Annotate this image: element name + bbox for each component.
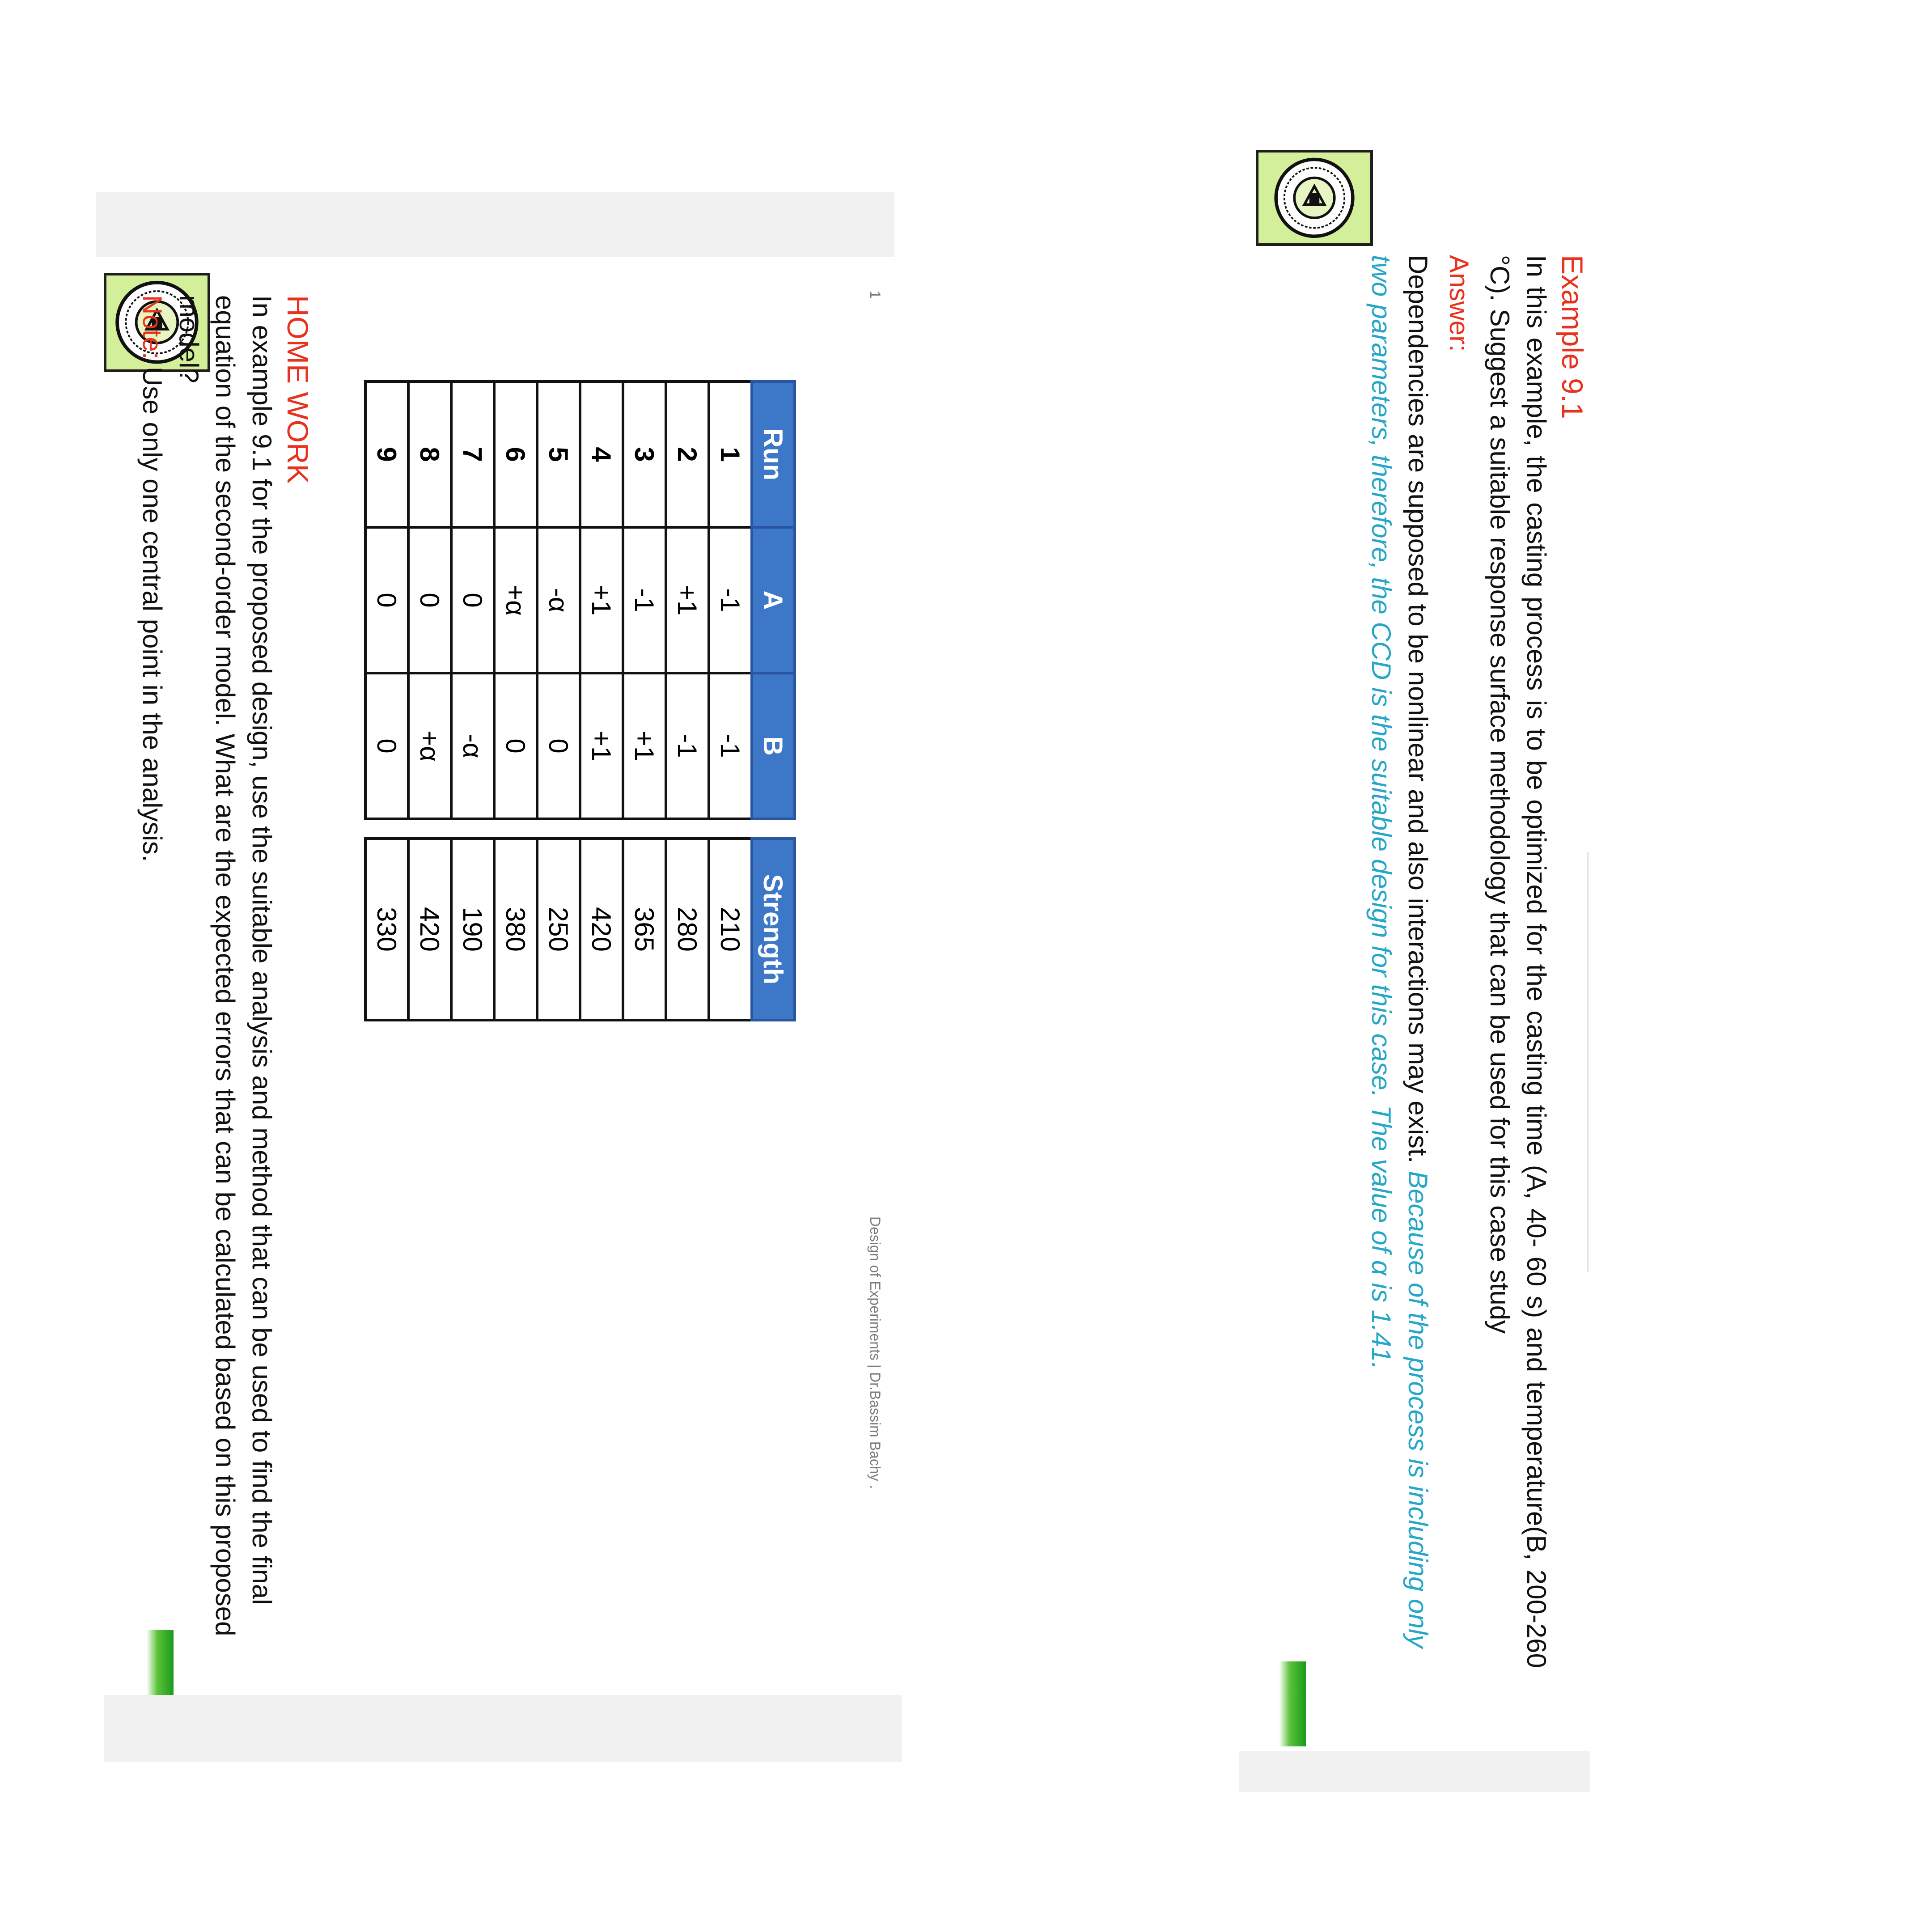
cell-strength: 280 xyxy=(666,839,709,1020)
table-row xyxy=(451,381,494,1020)
cell-b: -α xyxy=(451,673,494,819)
cell-strength: 365 xyxy=(623,839,666,1020)
cell-strength: 380 xyxy=(494,839,537,1020)
cell-strength: 330 xyxy=(365,839,408,1020)
slide2-text-block xyxy=(1363,255,1590,1668)
header-run: Run xyxy=(752,381,795,527)
cell-run: 8 xyxy=(408,381,451,527)
note-text: Use only one central point in the analysis. xyxy=(137,359,168,862)
cell-b: 0 xyxy=(365,673,408,819)
slide2-bottom-band xyxy=(1239,1751,1590,1792)
cell-a: -α xyxy=(537,527,580,673)
slide1-text-block xyxy=(134,295,315,1673)
cell-strength: 250 xyxy=(537,839,580,1020)
slide1-bottom-band xyxy=(104,1695,902,1762)
table-row xyxy=(537,381,580,1020)
slide2-green-accent-bar xyxy=(1279,1661,1306,1746)
answer-text xyxy=(1363,255,1436,1668)
cell-run: 4 xyxy=(580,381,623,527)
slide1-top-band xyxy=(96,192,894,257)
table-row xyxy=(623,381,666,1020)
cell-b: -1 xyxy=(666,673,709,819)
header-strength: Strength xyxy=(752,839,795,1020)
cell-run: 7 xyxy=(451,381,494,527)
header-b: B xyxy=(752,673,795,819)
cell-b: 0 xyxy=(537,673,580,819)
cell-a: 0 xyxy=(451,527,494,673)
table-row xyxy=(709,381,752,1020)
cell-b: +1 xyxy=(580,673,623,819)
cell-a: -1 xyxy=(709,527,752,673)
cell-run: 1 xyxy=(709,381,752,527)
cell-b: -1 xyxy=(709,673,752,819)
cell-a: +α xyxy=(494,527,537,673)
cell-run: 5 xyxy=(537,381,580,527)
cell-a: 0 xyxy=(365,527,408,673)
cell-a: -1 xyxy=(623,527,666,673)
cell-run: 6 xyxy=(494,381,537,527)
cell-a: 0 xyxy=(408,527,451,673)
table-row xyxy=(365,381,408,1020)
table-row xyxy=(580,381,623,1020)
answer-plain: Dependencies are supposed to be nonlinear and also interactions may exist. xyxy=(1403,255,1433,1171)
homework-body: In example 9.1 for the proposed design, use the suitable analysis and method that can be used to find the final equation of the second-order model. What are the expected errors that can be calculated based on this proposed model? xyxy=(174,295,277,1636)
cell-run: 9 xyxy=(365,381,408,527)
cell-strength: 420 xyxy=(580,839,623,1020)
table-row xyxy=(408,381,451,1020)
cell-a: +1 xyxy=(666,527,709,673)
table-header-row xyxy=(752,381,795,1020)
header-a: A xyxy=(752,527,795,673)
homework-title: HOME WORK xyxy=(281,295,314,484)
homework-note xyxy=(134,295,170,1673)
design-table xyxy=(364,380,796,1021)
table-row xyxy=(494,381,537,1020)
cell-strength: 420 xyxy=(408,839,451,1020)
table-row xyxy=(666,381,709,1020)
answer-label: Answer: xyxy=(1444,255,1474,352)
slide1-table-wrap xyxy=(364,380,796,1021)
cell-b: +α xyxy=(408,673,451,819)
slide1-footer: Design of Experiments | Dr.Bassim Bachy . xyxy=(867,1216,883,1489)
slide2-university-seal-logo xyxy=(1256,150,1373,246)
slide1-page-number: 1 xyxy=(867,291,883,299)
answer-italic: Because of the process is including only two parameters, therefore, the CCD is the suitable design for this case. The value of α is 1.41. xyxy=(1366,255,1433,1648)
cell-strength: 210 xyxy=(709,839,752,1020)
cell-run: 2 xyxy=(666,381,709,527)
cell-run: 3 xyxy=(623,381,666,527)
note-label: Note: xyxy=(137,295,168,360)
cell-strength: 190 xyxy=(451,839,494,1020)
example-title: Example 9.1 xyxy=(1556,255,1589,419)
cell-a: +1 xyxy=(580,527,623,673)
cell-b: +1 xyxy=(623,673,666,819)
seal-icon xyxy=(1263,156,1366,240)
cell-b: 0 xyxy=(494,673,537,819)
example-body: In this example, the casting process is to be optimized for the casting time (A, 40- 60 s) and temperature(B, 200-260 °C). Suggest a suitable response surface methodology that can be used for this case study xyxy=(1485,255,1551,1668)
